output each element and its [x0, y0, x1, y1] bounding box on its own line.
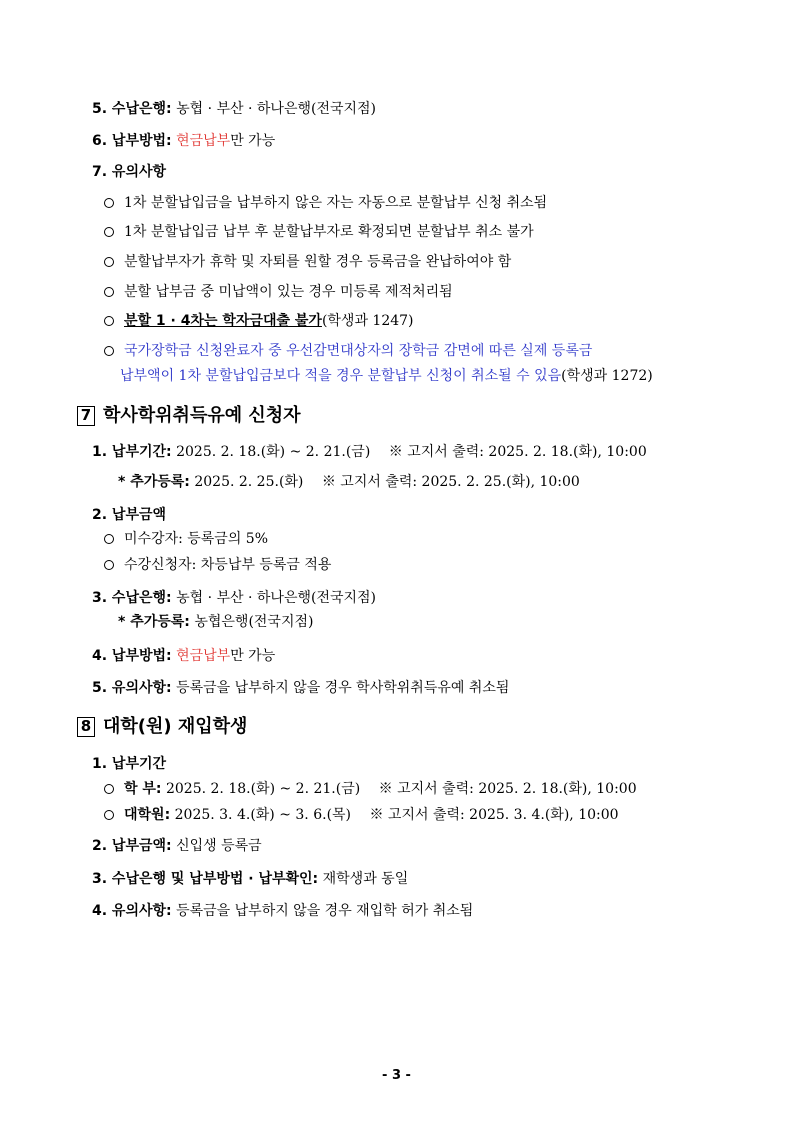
list-item — [104, 779, 637, 799]
list-item — [104, 805, 619, 825]
item-label: * 추가등록: — [118, 474, 190, 490]
item-label: 4. 납부방법: — [92, 648, 172, 664]
list-item-text: 2025. 2. 18.(화) ~ 2. 21.(금) — [165, 781, 361, 797]
item-note: ※ 고지서 출력: 2025. 2. 18.(화), 10:00 — [388, 444, 647, 460]
item-additional-bank — [118, 612, 313, 632]
item-payment-period — [92, 442, 647, 462]
list-item-label: 대학원: — [124, 807, 171, 823]
highlight-text: 현금납부 — [176, 133, 231, 149]
item-note: ※ 고지서 출력: 2025. 2. 25.(화), 10:00 — [321, 474, 580, 490]
item-label: 1. 납부기간: — [92, 444, 172, 460]
section-title: 대학(원) 재입학생 — [103, 716, 248, 737]
item-label: 2. 납부금액: — [92, 838, 172, 854]
list-item-text: 국가장학금 신청완료자 중 우선감면대상자의 장학금 감면에 따른 실제 등록금 — [124, 343, 593, 359]
item-additional-registration — [118, 472, 580, 492]
section-number: 7 — [77, 406, 95, 426]
item-notes — [92, 901, 473, 921]
item-text: 재학생과 동일 — [322, 871, 409, 887]
list-item-continuation — [120, 366, 653, 386]
item-text: 등록금을 납부하지 않을 경우 재입학 허가 취소됨 — [176, 903, 474, 919]
list-item-text: 분할납부자가 휴학 및 자퇴를 원할 경우 등록금을 완납하여야 함 — [124, 254, 512, 270]
item-text: 2025. 2. 25.(화) — [194, 474, 304, 490]
circle-bullet-icon — [104, 810, 114, 820]
item-payment-period-heading: 1. 납부기간 — [92, 756, 167, 772]
list-item — [104, 282, 453, 302]
list-item-text: (학생과 1272) — [561, 368, 653, 384]
list-item-text: 분할 납부금 중 미납액이 있는 경우 미등록 제적처리됨 — [124, 284, 453, 300]
list-item — [104, 555, 331, 575]
circle-bullet-icon — [104, 784, 114, 794]
circle-bullet-icon — [104, 534, 114, 544]
list-item-text: (학생과 1247) — [321, 313, 414, 329]
list-item — [104, 252, 511, 272]
item-amount — [92, 836, 262, 856]
section-number: 8 — [77, 717, 95, 737]
item-label: 6. 납부방법: — [92, 133, 172, 149]
highlight-text: 현금납부 — [176, 648, 231, 664]
item-text: 농협은행(전국지점) — [194, 614, 314, 630]
list-item — [104, 529, 268, 549]
list-item-label: 학 부: — [124, 781, 162, 797]
section-heading — [77, 715, 247, 739]
item-payment-method — [92, 646, 275, 666]
item-payment-method — [92, 131, 275, 151]
list-item-text: 2025. 3. 4.(화) ~ 3. 6.(목) — [174, 807, 352, 823]
list-item-text: 수강신청자: 차등납부 등록금 적용 — [124, 557, 332, 573]
list-item-note: ※ 고지서 출력: 2025. 2. 18.(화), 10:00 — [378, 781, 637, 797]
item-text: 농협 · 부산 · 하나은행(전국지점) — [176, 590, 377, 606]
item-amount-heading: 2. 납부금액 — [92, 507, 167, 523]
circle-bullet-icon — [104, 346, 114, 356]
list-item-text: 납부액이 1차 분할납입금보다 적을 경우 분할납부 신청이 취소될 수 있음 — [120, 368, 562, 384]
list-item-note: ※ 고지서 출력: 2025. 3. 4.(화), 10:00 — [369, 807, 619, 823]
list-item — [104, 193, 547, 213]
list-item-text: 1차 분할납입금 납부 후 분할납부자로 확정되면 분할납부 취소 불가 — [124, 224, 534, 240]
list-item — [104, 222, 534, 242]
item-bank-method — [92, 869, 408, 889]
list-item-text: 미수강자: 등록금의 5% — [124, 531, 269, 547]
circle-bullet-icon — [104, 316, 114, 326]
section-title: 학사학위취득유예 신청자 — [103, 405, 301, 426]
item-bank — [92, 588, 376, 608]
circle-bullet-icon — [104, 560, 114, 570]
list-item-text: 1차 분할납입금을 납부하지 않은 자는 자동으로 분할납부 신청 취소됨 — [124, 195, 548, 211]
item-notes — [92, 678, 509, 698]
circle-bullet-icon — [104, 198, 114, 208]
item-label: 3. 수납은행: — [92, 590, 172, 606]
item-label: 4. 유의사항: — [92, 903, 172, 919]
item-text: 신입생 등록금 — [176, 838, 262, 854]
item-label: 5. 유의사항: — [92, 680, 172, 696]
section-heading — [77, 404, 301, 428]
item-text: 2025. 2. 18.(화) ~ 2. 21.(금) — [176, 444, 371, 460]
circle-bullet-icon — [104, 287, 114, 297]
item-label: * 추가등록: — [118, 614, 190, 630]
item-text: 등록금을 납부하지 않을 경우 학사학위취득유예 취소됨 — [176, 680, 510, 696]
item-text: 만 가능 — [230, 648, 276, 664]
list-item — [104, 311, 414, 331]
item-label: 5. 수납은행: — [92, 101, 172, 117]
list-item — [104, 341, 592, 361]
circle-bullet-icon — [104, 257, 114, 267]
item-notes-heading: 7. 유의사항 — [92, 164, 167, 180]
circle-bullet-icon — [104, 227, 114, 237]
item-text: 농협 · 부산 · 하나은행(전국지점) — [176, 101, 377, 117]
list-item-emphasis: 분할 1 · 4차는 학자금대출 불가 — [124, 313, 322, 329]
item-bank — [92, 99, 376, 119]
item-label: 3. 수납은행 및 납부방법 · 납부확인: — [92, 871, 319, 887]
item-text: 만 가능 — [230, 133, 276, 149]
page-number: - 3 - — [382, 1068, 411, 1083]
